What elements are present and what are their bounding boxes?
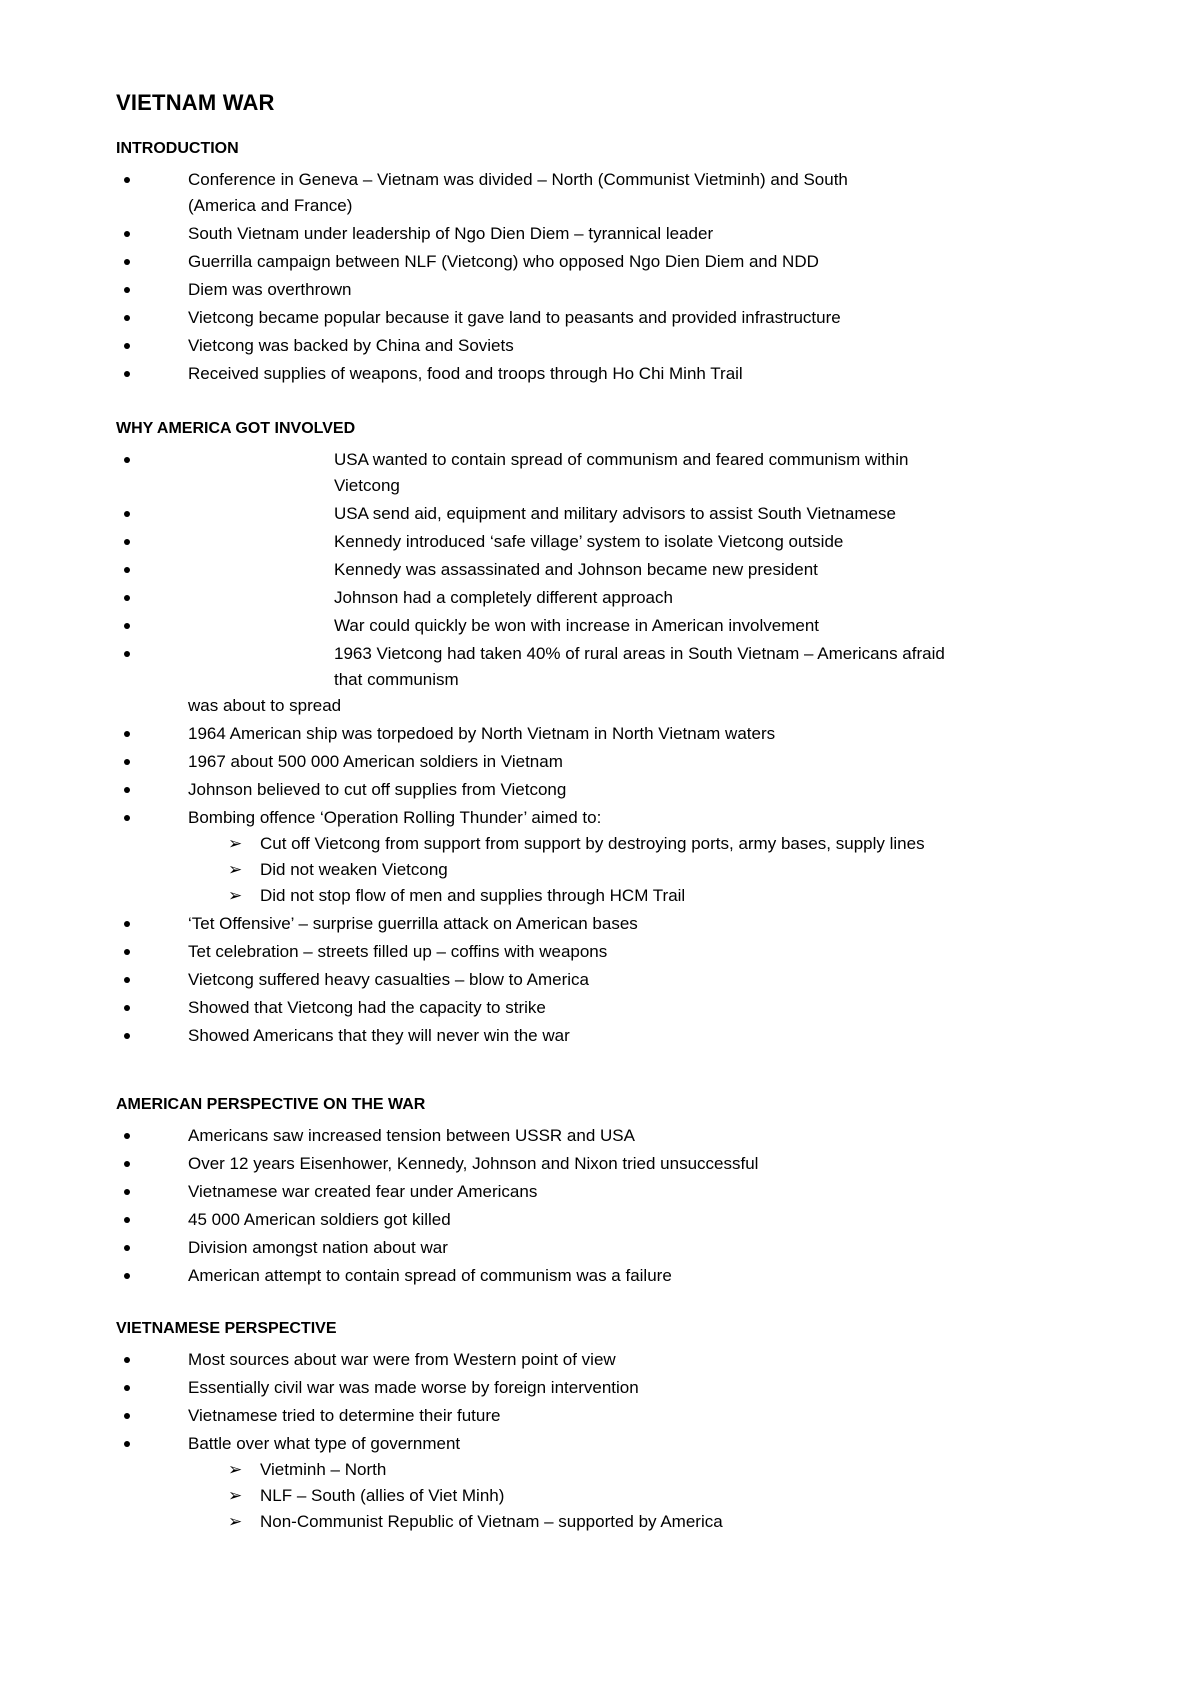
bullet-icon (124, 1413, 130, 1419)
item-text: Cut off Vietcong from support from support by destroying ports, army bases, supply lines (260, 834, 925, 853)
bullet-icon (124, 1217, 130, 1223)
item-text: Guerrilla campaign between NLF (Vietcong) who opposed Ngo Dien Diem and NDD (188, 252, 819, 271)
bullet-icon (124, 1161, 130, 1167)
bullet-icon (124, 1441, 130, 1447)
arrow-bullet-icon: ➢ (228, 1460, 243, 1479)
item-text: 1964 American ship was torpedoed by North Vietnam in North Vietnam waters (188, 724, 776, 743)
item-text: Showed Americans that they will never win the war (188, 1026, 570, 1045)
arrow-bullet-icon: ➢ (228, 1486, 243, 1505)
item-text: Non-Communist Republic of Vietnam – supported by America (260, 1512, 723, 1531)
item-text: Vietcong (334, 476, 400, 495)
bullet-icon (124, 787, 130, 793)
item-text: Most sources about war were from Western point of view (188, 1350, 616, 1369)
item-text: South Vietnam under leadership of Ngo Dien Diem – tyrannical leader (188, 224, 714, 243)
item-text: Vietcong was backed by China and Soviets (188, 336, 514, 355)
item-text: USA send aid, equipment and military advisors to assist South Vietnamese (334, 504, 896, 523)
bullet-icon (124, 177, 130, 183)
section-heading: WHY AMERICA GOT INVOLVED (116, 420, 356, 437)
bullet-icon (124, 595, 130, 601)
item-text: Kennedy was assassinated and Johnson became new president (334, 560, 818, 579)
item-text: Americans saw increased tension between USSR and USA (188, 1126, 635, 1145)
arrow-bullet-icon: ➢ (228, 1512, 243, 1531)
document-title: VIETNAM WAR (116, 90, 275, 115)
bullet-icon (124, 1133, 130, 1139)
bullet-icon (124, 315, 130, 321)
item-text: Vietnamese tried to determine their future (188, 1406, 501, 1425)
bullet-icon (124, 287, 130, 293)
bullet-icon (124, 511, 130, 517)
item-text: Tet celebration – streets filled up – coffins with weapons (188, 942, 608, 961)
item-text: Essentially civil war was made worse by foreign intervention (188, 1378, 639, 1397)
item-text: Did not stop flow of men and supplies through HCM Trail (260, 886, 686, 905)
bullet-icon (124, 731, 130, 737)
bullet-icon (124, 231, 130, 237)
bullet-icon (124, 759, 130, 765)
item-text: 45 000 American soldiers got killed (188, 1210, 451, 1229)
arrow-bullet-icon: ➢ (228, 834, 243, 853)
item-text: USA wanted to contain spread of communism and feared communism within (334, 450, 909, 469)
bullet-icon (124, 1005, 130, 1011)
bullet-icon (124, 1245, 130, 1251)
bullet-icon (124, 977, 130, 983)
section-heading: AMERICAN PERSPECTIVE ON THE WAR (116, 1096, 426, 1113)
bullet-icon (124, 623, 130, 629)
item-text: Division amongst nation about war (188, 1238, 448, 1257)
item-text: Conference in Geneva – Vietnam was divided – North (Communist Vietminh) and South (188, 170, 848, 189)
item-text: Battle over what type of government (188, 1434, 461, 1453)
item-text: 1967 about 500 000 American soldiers in Vietnam (188, 752, 563, 771)
item-text: Vietnamese war created fear under Americans (188, 1182, 538, 1201)
arrow-bullet-icon: ➢ (228, 860, 243, 879)
item-text: American attempt to contain spread of communism was a failure (188, 1266, 672, 1285)
item-text: that communism (334, 670, 459, 689)
item-text: Vietcong suffered heavy casualties – blow to America (188, 970, 589, 989)
bullet-icon (124, 1273, 130, 1279)
bullet-icon (124, 371, 130, 377)
item-text: Over 12 years Eisenhower, Kennedy, Johnson and Nixon tried unsuccessful (188, 1154, 759, 1173)
section-heading: VIETNAMESE PERSPECTIVE (116, 1320, 337, 1337)
arrow-bullet-icon: ➢ (228, 886, 243, 905)
item-text: was about to spread (188, 696, 342, 715)
bullet-icon (124, 567, 130, 573)
item-text: War could quickly be won with increase in American involvement (334, 616, 820, 635)
item-text: Did not weaken Vietcong (260, 860, 448, 879)
bullet-icon (124, 343, 130, 349)
bullet-icon (124, 1189, 130, 1195)
section-heading: INTRODUCTION (116, 140, 239, 157)
item-text: Vietcong became popular because it gave land to peasants and provided infrastructure (188, 308, 841, 327)
item-text: Diem was overthrown (188, 280, 352, 299)
bullet-icon (124, 259, 130, 265)
item-text: Vietminh – North (260, 1460, 387, 1479)
bullet-icon (124, 651, 130, 657)
bullet-icon (124, 949, 130, 955)
bullet-icon (124, 921, 130, 927)
item-text: Bombing offence ‘Operation Rolling Thunder’ aimed to: (188, 808, 602, 827)
bullet-icon (124, 1385, 130, 1391)
bullet-icon (124, 539, 130, 545)
item-text: NLF – South (allies of Viet Minh) (260, 1486, 505, 1505)
item-text: Received supplies of weapons, food and troops through Ho Chi Minh Trail (188, 364, 743, 383)
bullet-icon (124, 1033, 130, 1039)
item-text: Kennedy introduced ‘safe village’ system to isolate Vietcong outside (334, 532, 844, 551)
item-text: 1963 Vietcong had taken 40% of rural areas in South Vietnam – Americans afraid (334, 644, 945, 663)
item-text: (America and France) (188, 196, 353, 215)
bullet-icon (124, 815, 130, 821)
item-text: ‘Tet Offensive’ – surprise guerrilla attack on American bases (188, 914, 638, 933)
bullet-icon (124, 1357, 130, 1363)
item-text: Johnson had a completely different approach (334, 588, 673, 607)
item-text: Johnson believed to cut off supplies from Vietcong (188, 780, 567, 799)
bullet-icon (124, 457, 130, 463)
item-text: Showed that Vietcong had the capacity to strike (188, 998, 546, 1017)
